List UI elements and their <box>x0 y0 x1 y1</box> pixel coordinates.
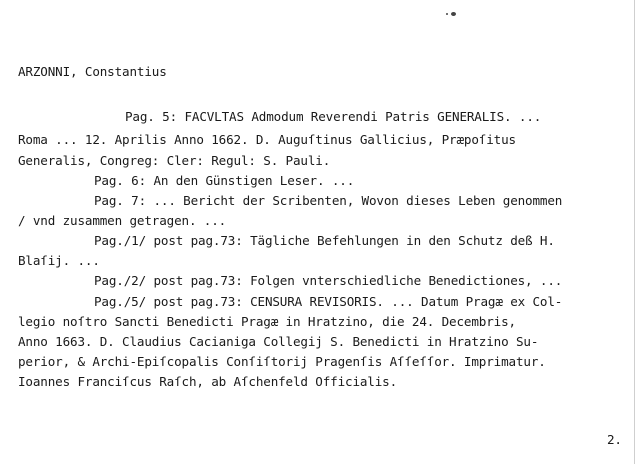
entry-line: Generalis, Congreg: Cler: Regul: S. Pauli. <box>18 153 331 168</box>
entry-line: Roma ... 12. Aprilis Anno 1662. D. Auguſtinus Gallicius, Præpoſitus <box>18 132 516 147</box>
entry-line: Blaſij. ... <box>18 253 100 268</box>
entry-line: legio noſtro Sancti Benedicti Pragæ in Hratzino, die 24. Decembris, <box>18 314 516 329</box>
entry-line: Pag./1/ post pag.73: Tägliche Befehlungen in den Schutz deß H. <box>94 233 555 248</box>
entry-line: Pag./2/ post pag.73: Folgen vnterschiedliche Benedictiones, ... <box>94 273 563 288</box>
page-number: 2. <box>607 432 622 447</box>
entry-line: Ioannes Franciſcus Raſch, ab Aſchenfeld Officialis. <box>18 374 398 389</box>
entry-line: Pag./5/ post pag.73: CENSURA REVISORIS. ... Datum Pragæ ex Col- <box>94 294 563 309</box>
ink-speck <box>446 13 448 15</box>
entry-line: perior, & Archi-Epiſcopalis Conſiſtorij Pragenſis Aſſeſſor. Imprimatur. <box>18 354 546 369</box>
ink-speck <box>451 12 456 16</box>
entry-line: / vnd zusammen getragen. ... <box>18 213 227 228</box>
entry-line: Pag. 5: FACVLTAS Admodum Reverendi Patris GENERALIS. ... <box>125 109 542 124</box>
entry-line: Pag. 7: ... Bericht der Scribenten, Wovon dieses Leben genommen <box>94 193 563 208</box>
entry-line: Anno 1663. D. Claudius Cacianiga Collegij S. Benedicti in Hratzino Su- <box>18 334 539 349</box>
entry-line: Pag. 6: An den Günstigen Leser. ... <box>94 173 355 188</box>
author-heading: ARZONNI, Constantius <box>18 64 167 79</box>
